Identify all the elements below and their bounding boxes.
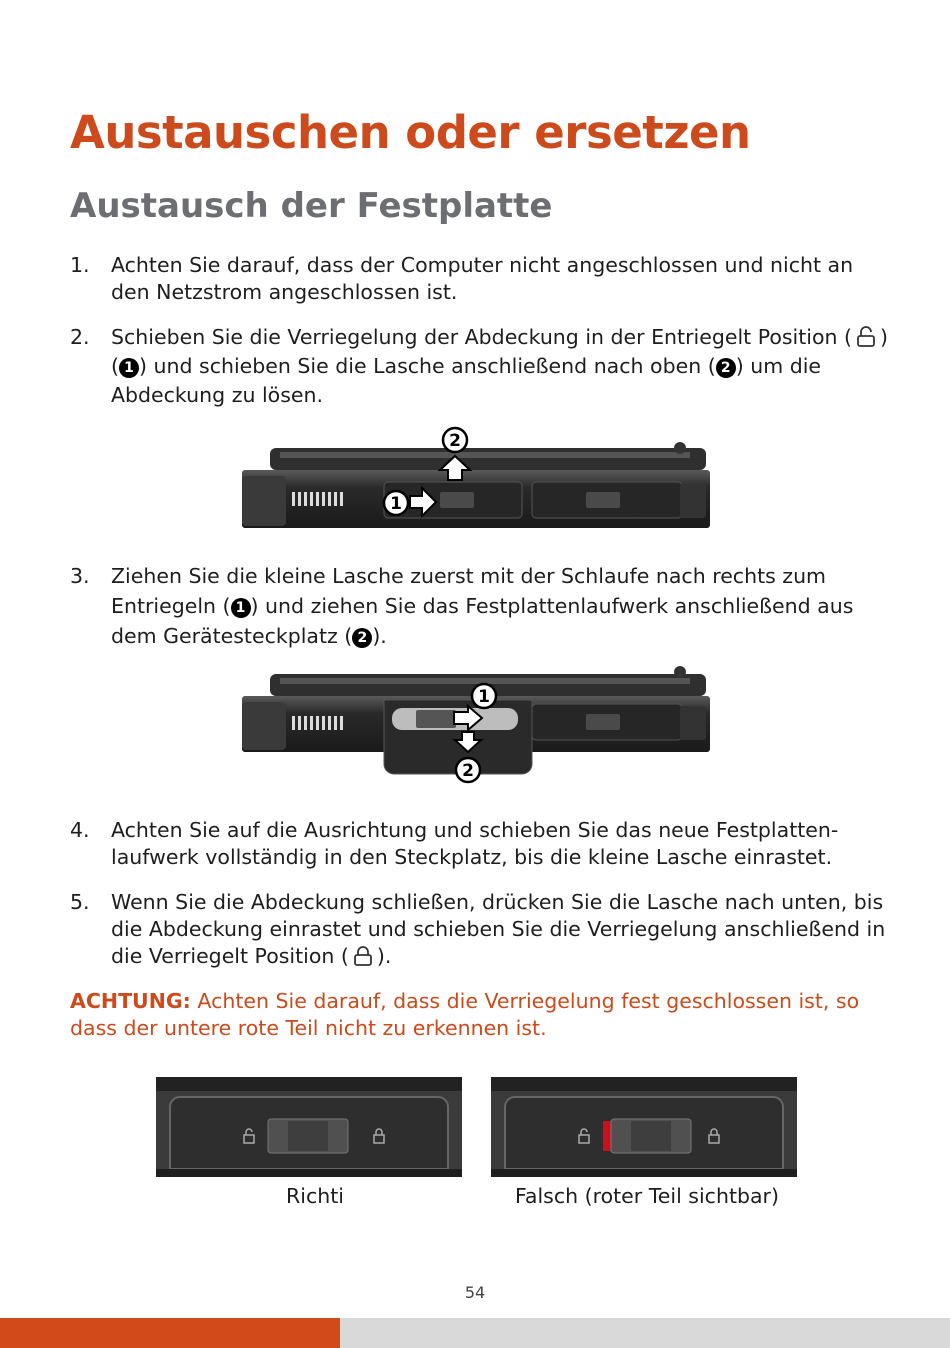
marker-2-icon: 2 [716,358,736,378]
photo-top-edge [156,1077,462,1091]
figure-laptop-cover-unlock [240,426,712,532]
cover-latch-right [586,492,620,508]
lock-icon [352,945,374,967]
photo-bottom-edge [156,1169,462,1177]
left-bumper [242,702,286,750]
step-text: ) um die Abdeckung zu lösen. [111,354,822,407]
figure-laptop-hdd-remove [240,664,712,788]
step-text: Ziehen Sie die kleine Lasche zuerst mit der Schlaufe nach rechts zum Entriegeln ( [111,564,827,618]
unlock-icon [855,326,877,348]
warning-note [70,988,890,1042]
step-text: ) und schieben Sie die Lasche anschließend nach oben ( [139,354,716,378]
marker-1-icon [472,684,496,708]
latch-grip [288,1121,328,1151]
warning-text: Achten Sie darauf, dass die Verriegelung fest geschlossen ist, so dass der untere rote Teil nicht zu erkennen ist. [70,989,860,1040]
footer-bar-gray [340,1318,950,1348]
lid-hinge [674,442,686,454]
latch-grip [631,1121,671,1151]
step-number: 2. [70,325,90,349]
step-1 [70,252,890,306]
step-number: 1. [70,253,90,277]
marker-2-label: 2 [449,431,461,451]
marker-1-icon [384,491,408,515]
step-text: ). [372,624,387,648]
cover-latch-left [440,492,474,508]
page-number: 54 [464,1283,486,1302]
caption-wrong: Falsch (roter Teil sichtbar) [515,1184,779,1208]
step-text: Achten Sie darauf, dass der Computer nicht angeschlossen und nicht an den Netzstrom angeschlossen ist. [111,253,854,304]
marker-1-icon: 1 [231,598,251,618]
photo-latch-correct [156,1077,462,1177]
step-text: ) und ziehen Sie das Festplattenlaufwerk anschließend aus dem Gerätesteckplatz ( [111,594,854,648]
step-text: ). [376,944,392,968]
cover-latch-right [586,714,620,730]
left-bumper [242,476,286,526]
step-text: ) ( [111,325,889,378]
hdd-tab [416,710,456,728]
caption-correct: Richti [286,1184,344,1208]
photo-latch-wrong [491,1077,797,1177]
step-number: 3. [70,564,90,588]
right-port [680,706,706,740]
marker-1-label: 1 [390,494,402,514]
photo-bottom-edge [491,1169,797,1177]
marker-1-label: 1 [478,687,490,707]
marker-2-icon [443,428,467,452]
step-3 [70,561,890,651]
marker-1-icon: 1 [119,358,139,378]
step-text: Schieben Sie die Verriegelung der Abdeckung in der Entriegelt Position ( [111,325,853,349]
footer-bar-accent [0,1318,340,1348]
marker-2-icon [456,758,480,782]
step-number: 5. [70,890,90,914]
warning-label: ACHTUNG: [70,989,191,1013]
lid-hinge [674,666,686,678]
section-title: Austausch der Festplatte [70,186,553,226]
page-title: Austauschen oder ersetzen [70,106,751,159]
vent-slots [292,716,343,730]
laptop-lid [270,448,706,470]
photo-top-edge [491,1077,797,1091]
step-5 [70,889,890,970]
right-port [680,484,706,518]
step-4 [70,817,890,871]
step-number: 4. [70,818,90,842]
step-text: Achten Sie auf die Ausrichtung und schieben Sie das neue Festplatten-laufwerk vollständig in den Steckplatz, bis die kleine Lasche einrastet. [111,818,839,869]
lid-highlight [280,452,690,458]
step-text: Wenn Sie die Abdeckung schließen, drücken Sie die Lasche nach unten, bis die Abdeckung einrastet und schieben Sie die Verriegelung anschließend in die Verriegelt Position ( [111,890,886,968]
marker-2-icon: 2 [352,628,372,648]
vent-slots [292,492,343,506]
marker-2-label: 2 [462,761,474,781]
step-2 [70,323,890,410]
